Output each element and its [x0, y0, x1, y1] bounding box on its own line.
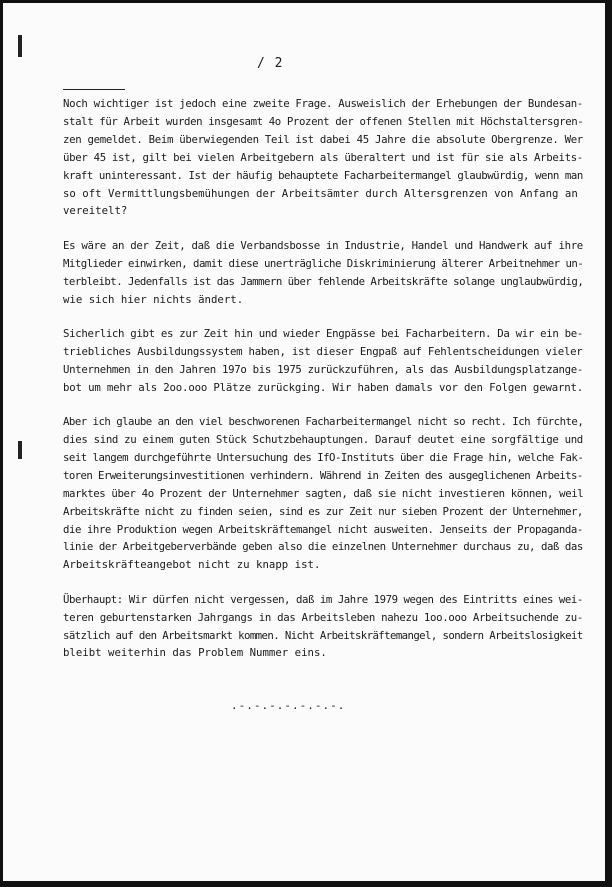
- text-line: Unternehmen in den Jahren 197o bis 1975 zurückzuführen, als das Ausbildungsplatzange-: [63, 362, 583, 376]
- text-line: Es wäre an der Zeit, daß die Verbandsbosse in Industrie, Handel und Handwerk auf ihre: [63, 238, 583, 252]
- binding-mark: [18, 35, 22, 57]
- text-line: seit langem durchgeführte Untersuchung des IfO-Instituts über die Frage hin, welche Fak-: [63, 450, 584, 464]
- text-line: triebliches Ausbildungssystem haben, ist dieser Engpaß auf Fehlentscheidungen vieler: [63, 344, 583, 358]
- text-line: marktes über 4o Prozent der Unternehmer sagten, daß sie nicht investieren können, weil: [63, 486, 584, 500]
- text-line: zen gemeldet. Beim überwiegenden Teil ist dabei 45 Jahre die absolute Obergrenze. Wer: [63, 132, 583, 146]
- text-line: wie sich hier nichts ändert.: [63, 292, 244, 306]
- paragraph: [63, 237, 583, 309]
- text-line: kraft uninteressant. Ist der häufig behauptete Facharbeitermangel glaubwürdig, wenn man: [63, 168, 583, 182]
- text-line: stalt für Arbeit wurden insgesamt 4o Prozent der offenen Stellen mit Höchstaltersgren-: [63, 114, 584, 128]
- text-line: Arbeitskräfteangebot nicht zu knapp ist.: [63, 558, 321, 572]
- paragraph: [63, 413, 583, 574]
- text-line: so oft Vermittlungsbemühungen der Arbeitsämter durch Altersgrenzen von Anfang an: [63, 186, 578, 200]
- text-line: toren Erweiterungsinvestitionen verhindern. Während in Zeiten des ausgeglichenen Arbeits-: [63, 468, 583, 482]
- paragraph: [63, 591, 583, 663]
- document-body: [63, 95, 583, 679]
- text-line: die ihre Produktion wegen Arbeitskräftemangel nicht ausweiten. Jenseits der Propaganda-: [63, 522, 583, 536]
- paragraph: [63, 95, 583, 220]
- text-line: Arbeitskräfte nicht zu finden seien, sind es zur Zeit nur sieben Prozent der Unternehmer,: [63, 504, 583, 518]
- text-line: Noch wichtiger ist jedoch eine zweite Frage. Ausweislich der Erhebungen der Bundesan-: [63, 97, 583, 110]
- text-line: Mitglieder einwirken, damit diese unerträgliche Diskriminierung älterer Arbeitnehmer un-: [63, 256, 584, 270]
- text-line: bleibt weiterhin das Problem Nummer eins.: [63, 646, 327, 660]
- text-line: Überhaupt: Wir dürfen nicht vergessen, daß im Jahre 1979 wegen des Eintritts eines wei-: [63, 592, 583, 606]
- text-line: vereitelt?: [63, 204, 128, 218]
- closing-mark: .-.-.-.-.-.-.-.: [231, 699, 346, 712]
- page-number: / 2: [257, 56, 284, 71]
- text-line: bot um mehr als 2oo.ooo Plätze zurückging. Wir haben damals vor den Folgen gewarnt.: [63, 380, 584, 394]
- binding-mark: [18, 441, 22, 459]
- text-line: linie der Arbeitgeberverbände geben also die einzelnen Unternehmer durchaus zu, daß das: [63, 540, 583, 554]
- paragraph: [63, 325, 583, 397]
- text-line: über 45 ist, gilt bei vielen Arbeitgebern als überaltert und ist für sie als Arbeits-: [63, 150, 583, 164]
- text-line: Sicherlich gibt es zur Zeit hin und wieder Engpässe bei Facharbeitern. Da wir ein be-: [63, 326, 583, 340]
- text-line: sätzlich auf den Arbeitsmarkt kommen. Nicht Arbeitskräftemangel, sondern Arbeitslosigkeit: [63, 628, 583, 642]
- text-line: Aber ich glaube an den viel beschworenen Facharbeitermangel nicht so recht. Ich fürchte,: [63, 415, 584, 429]
- text-line: terbleibt. Jedenfalls ist das Jammern über fehlende Arbeitskräfte solange unglaubwürdig,: [63, 274, 584, 288]
- text-line: dies sind zu einem guten Stück Schutzbehauptungen. Darauf deutet eine sorgfältige und: [63, 433, 583, 446]
- text-line: teren geburtenstarken Jahrgangs in das Arbeitsleben nahezu 1oo.ooo Arbeitsuchende zu-: [63, 610, 583, 624]
- header-rule: [63, 89, 125, 90]
